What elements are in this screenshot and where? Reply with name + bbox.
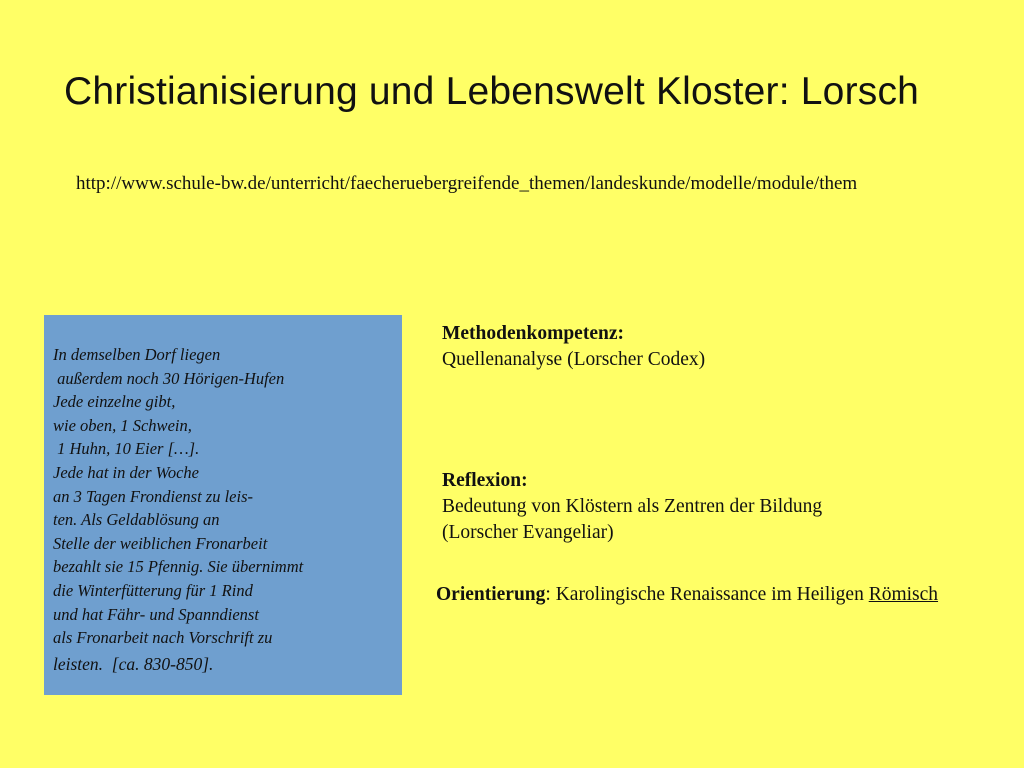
method-text: Quellenanalyse (Lorscher Codex)	[442, 349, 706, 370]
quote-line: und hat Fähr- und Spanndienst	[53, 604, 259, 624]
reflection-heading: Reflexion:	[442, 470, 528, 491]
quote-line: In demselben Dorf liegen	[53, 345, 221, 364]
quote-line: Jede hat in der Woche	[53, 462, 200, 482]
quote-line: als Fronarbeit nach Vorschrift zu	[53, 628, 273, 648]
quote-line: Stelle der weiblichen Fronarbeit	[53, 533, 268, 553]
orientation-text: Karolingische Renaissance im Heiligen	[555, 584, 869, 605]
quote-line: außerdem noch 30 Hörigen-Hufen	[53, 368, 285, 388]
quote-line: 1 Huhn, 10 Eier […].	[53, 439, 200, 459]
orientation-separator: :	[545, 584, 556, 605]
method-heading: Methodenkompetenz:	[442, 323, 624, 344]
method-competence-block	[442, 321, 705, 373]
reflection-text-line-2: (Lorscher Evangeliar)	[442, 522, 614, 543]
reflection-text-line-1: Bedeutung von Klöstern als Zentren der Bildung	[442, 496, 823, 517]
slide-title: Christianisierung und Lebenswelt Kloster: Lorsch	[64, 70, 920, 113]
quote-line-citation: leisten. [ca. 830-850].	[53, 653, 214, 674]
orientation-link[interactable]: Römisch	[868, 584, 939, 605]
source-quote-box	[44, 315, 402, 695]
quote-line: ten. Als Geldablösung an	[53, 510, 220, 530]
quote-line: wie oben, 1 Schwein,	[53, 415, 192, 435]
quote-line: Jede einzelne gibt,	[53, 392, 176, 412]
reflection-block	[442, 468, 822, 546]
quote-line: bezahlt sie 15 Pfennig. Sie übernimmt	[53, 557, 304, 577]
orientation-heading: Orientierung	[436, 584, 546, 605]
source-url-link[interactable]: http://www.schule-bw.de/unterricht/faecheruebergreifende_themen/landeskunde/modelle/module/them	[76, 173, 858, 194]
quote-line: die Winterfütterung für 1 Rind	[53, 580, 253, 600]
quote-line: an 3 Tagen Frondienst zu leis-	[53, 486, 253, 506]
orientation-block	[436, 582, 938, 608]
